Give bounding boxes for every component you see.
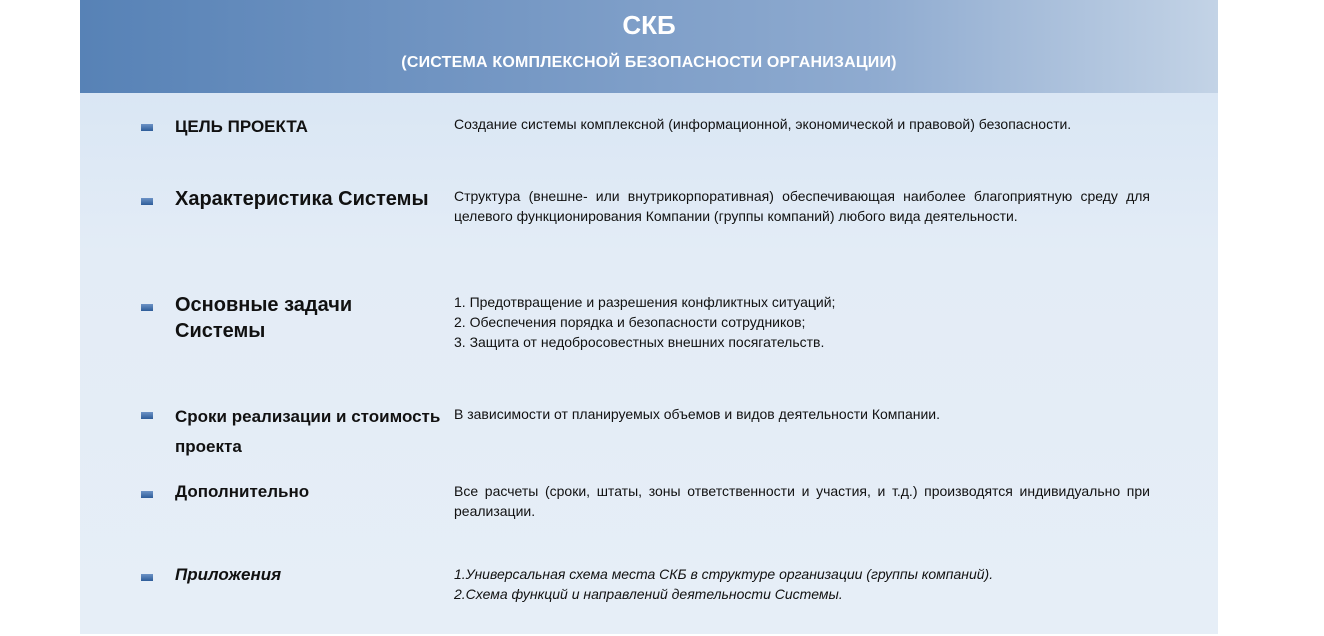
header-banner — [80, 0, 1218, 93]
square-bullet-icon — [141, 124, 153, 131]
task-line: 1. Предотвращение и разрешения конфликтных ситуаций; — [454, 294, 836, 310]
row-label: Сроки реализации и стоимость проекта — [175, 407, 441, 456]
page-title: СКБ — [622, 10, 676, 40]
row-description — [454, 564, 1150, 604]
row-description: Все расчеты (сроки, штаты, зоны ответственности и участия, и т.д.) производятся индивидуально при реализации. — [454, 483, 1150, 519]
row-label: ЦЕЛЬ ПРОЕКТА — [175, 117, 308, 136]
row-label: Приложения — [175, 565, 282, 584]
task-line: 2. Обеспечения порядка и безопасности сотрудников; — [454, 314, 806, 330]
slide — [80, 0, 1218, 634]
square-bullet-icon — [141, 412, 153, 419]
square-bullet-icon — [141, 304, 153, 311]
row-description: Структура (внешне- или внутрикорпоративная) обеспечивающая наиболее благоприятную среду для целевого функционирования Компании (группы компаний) любого вида деятельности. — [454, 188, 1150, 224]
page-subtitle: (СИСТЕМА КОМПЛЕКСНОЙ БЕЗОПАСНОСТИ ОРГАНИЗАЦИИ) — [401, 54, 897, 71]
square-bullet-icon — [141, 574, 153, 581]
row-description: Создание системы комплексной (информационной, экономической и правовой) безопасности. — [454, 116, 1072, 132]
row-label: Дополнительно — [175, 482, 310, 501]
row-description: В зависимости от планируемых объемов и видов деятельности Компании. — [454, 406, 941, 422]
row-description — [454, 292, 1150, 352]
appendix-line: 2.Схема функций и направлений деятельности Системы. — [454, 586, 843, 602]
square-bullet-icon — [141, 198, 153, 205]
row-label: Характеристика Системы — [175, 188, 429, 210]
square-bullet-icon — [141, 491, 153, 498]
appendix-line: 1.Универсальная схема места СКБ в структуре организации (группы компаний). — [454, 566, 994, 582]
row-label: Основные задачи Системы — [175, 294, 353, 342]
task-line: 3. Защита от недобросовестных внешних посягательств. — [454, 334, 825, 350]
